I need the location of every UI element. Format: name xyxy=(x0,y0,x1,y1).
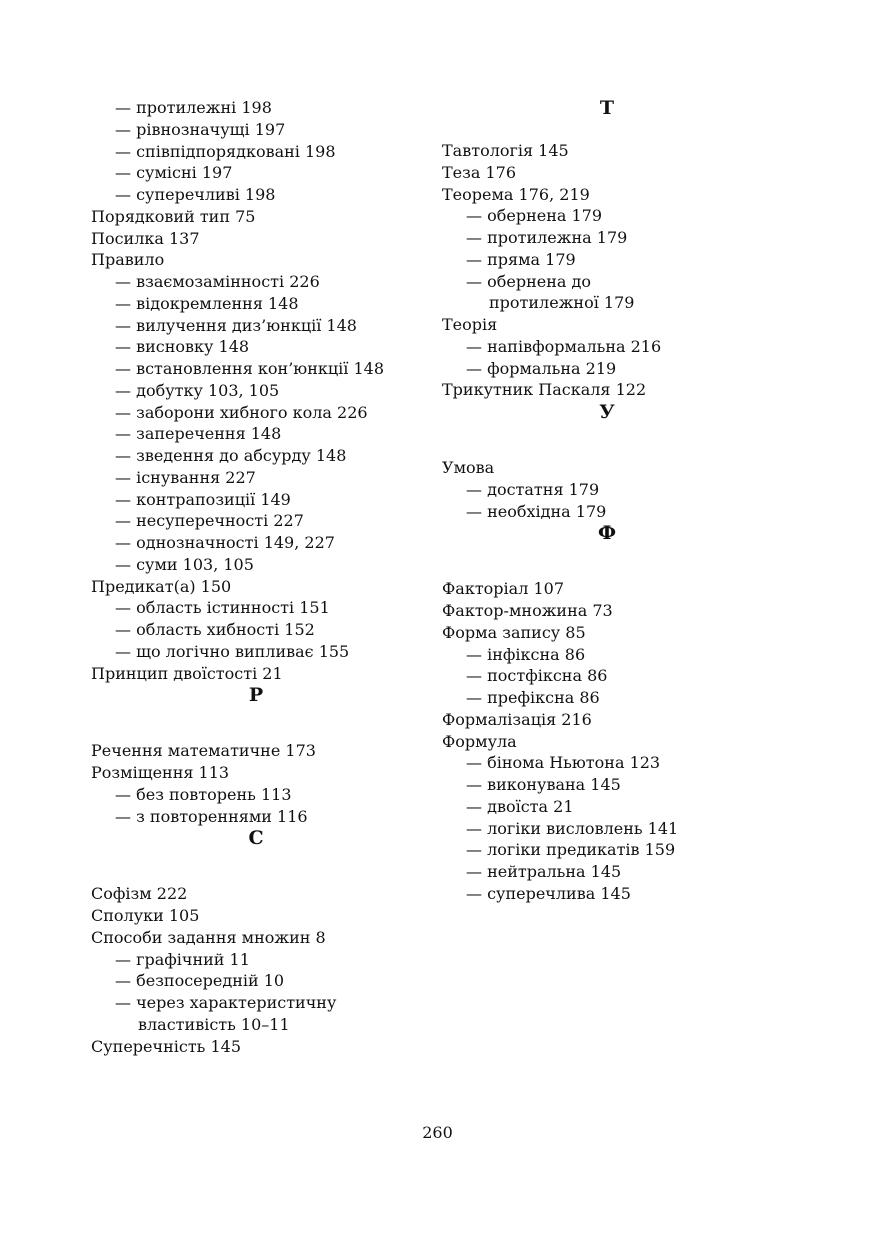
index-subentry: — з повтореннями 116 xyxy=(115,806,308,826)
index-subentry: — заборони хибного кола 226 xyxy=(115,402,368,422)
index-subentry: — добутку 103, 105 xyxy=(115,380,280,400)
index-subentry: — відокремлення 148 xyxy=(115,293,299,313)
index-subentry: — формальна 219 xyxy=(466,358,617,378)
index-subentry: — двоїста 21 xyxy=(466,796,574,816)
index-subentry: — логіки висловлень 141 xyxy=(466,818,679,838)
index-entry: Фактор-множина 73 xyxy=(442,601,613,620)
index-subentry: — зведення до абсурду 148 xyxy=(115,446,347,465)
section-letter-heading: У xyxy=(599,401,615,423)
index-subentry: властивість 10–11 xyxy=(138,1014,290,1034)
index-subentry: — без повторень 113 xyxy=(115,784,292,804)
index-entry: Умова xyxy=(442,458,495,477)
section-letter-heading: Т xyxy=(599,97,615,119)
index-subentry: — необхідна 179 xyxy=(466,501,607,521)
index-subentry: — через характеристичну xyxy=(115,993,337,1012)
section-letter-heading: Р xyxy=(248,684,264,707)
index-subentry: — безпосередній 10 xyxy=(115,971,285,991)
page-number: 260 xyxy=(422,1123,453,1142)
index-entry: Сполуки 105 xyxy=(91,906,200,925)
index-entry: Тавтологія 145 xyxy=(442,141,569,160)
index-subentry: — протилежні 198 xyxy=(115,98,272,117)
index-subentry: протилежної 179 xyxy=(489,293,635,313)
index-subentry: — обернена до xyxy=(466,271,591,291)
index-entry: Форма запису 85 xyxy=(442,622,586,642)
index-subentry: — префіксна 86 xyxy=(466,688,600,707)
index-right-column xyxy=(442,97,782,905)
index-entry: Розміщення 113 xyxy=(91,763,230,782)
index-entry: Формалізація 216 xyxy=(442,709,592,729)
index-subentry: — рівнозначущі 197 xyxy=(115,119,286,139)
index-subentry: — суперечливі 198 xyxy=(115,185,276,204)
index-subentry: — постфіксна 86 xyxy=(466,666,608,686)
index-subentry: — напівформальна 216 xyxy=(466,336,662,356)
index-subentry: — однозначності 149, 227 xyxy=(115,533,335,552)
index-entry: Порядковий тип 75 xyxy=(91,206,256,226)
index-entry: Теза 176 xyxy=(442,162,517,182)
index-subentry: — заперечення 148 xyxy=(115,424,282,444)
index-subentry: — несуперечності 227 xyxy=(115,511,304,531)
index-subentry: — контрапозиції 149 xyxy=(115,489,291,509)
index-entry: Способи задання множин 8 xyxy=(91,927,326,947)
index-subentry: — існування 227 xyxy=(115,467,256,487)
index-entry: Посилка 137 xyxy=(91,228,200,248)
index-subentry: — встановлення кон’юнкції 148 xyxy=(115,359,385,378)
index-subentry: — сумісні 197 xyxy=(115,163,233,183)
index-subentry: — суми 103, 105 xyxy=(115,554,254,574)
index-entry: Формула xyxy=(442,731,517,751)
index-subentry: — висновку 148 xyxy=(115,337,250,357)
index-subentry: — пряма 179 xyxy=(466,249,576,269)
index-subentry: — інфіксна 86 xyxy=(466,644,586,664)
index-entry: Софізм 222 xyxy=(91,884,188,904)
index-subentry: — що логічно випливає 155 xyxy=(115,641,350,661)
index-entry: Теорема 176, 219 xyxy=(442,184,590,204)
index-subentry: — достатня 179 xyxy=(466,479,600,499)
index-entry: Трикутник Паскаля 122 xyxy=(442,380,647,400)
section-letter-heading: Ф xyxy=(597,522,617,545)
index-subentry: — графічний 11 xyxy=(115,949,250,969)
index-entry: Теорія xyxy=(442,315,498,334)
index-subentry: — область істинності 151 xyxy=(115,598,330,618)
index-subentry: — співпідпорядковані 198 xyxy=(115,141,336,161)
index-entry: Предикат(а) 150 xyxy=(91,576,232,596)
index-entry: Речення математичне 173 xyxy=(91,741,316,761)
index-subentry: — область хибності 152 xyxy=(115,620,315,639)
index-subentry: — вилучення диз’юнкції 148 xyxy=(115,315,357,335)
index-subentry: — протилежна 179 xyxy=(466,228,628,247)
index-subentry: — нейтральна 145 xyxy=(466,862,622,881)
index-entry: Правило xyxy=(91,250,165,270)
index-subentry: — бінома Ньютона 123 xyxy=(466,753,661,773)
index-entry: Суперечність 145 xyxy=(91,1036,242,1056)
index-subentry: — суперечлива 145 xyxy=(466,883,631,903)
index-subentry: — логіки предикатів 159 xyxy=(466,840,676,860)
index-entry: Факторіал 107 xyxy=(442,579,564,599)
index-subentry: — обернена 179 xyxy=(466,206,603,226)
index-subentry: — виконувана 145 xyxy=(466,775,621,794)
index-subentry: — взаємозамінності 226 xyxy=(115,272,320,291)
section-letter-heading: С xyxy=(248,827,264,850)
index-left-column xyxy=(91,97,431,1057)
index-entry: Принцип двоїстості 21 xyxy=(91,663,283,683)
